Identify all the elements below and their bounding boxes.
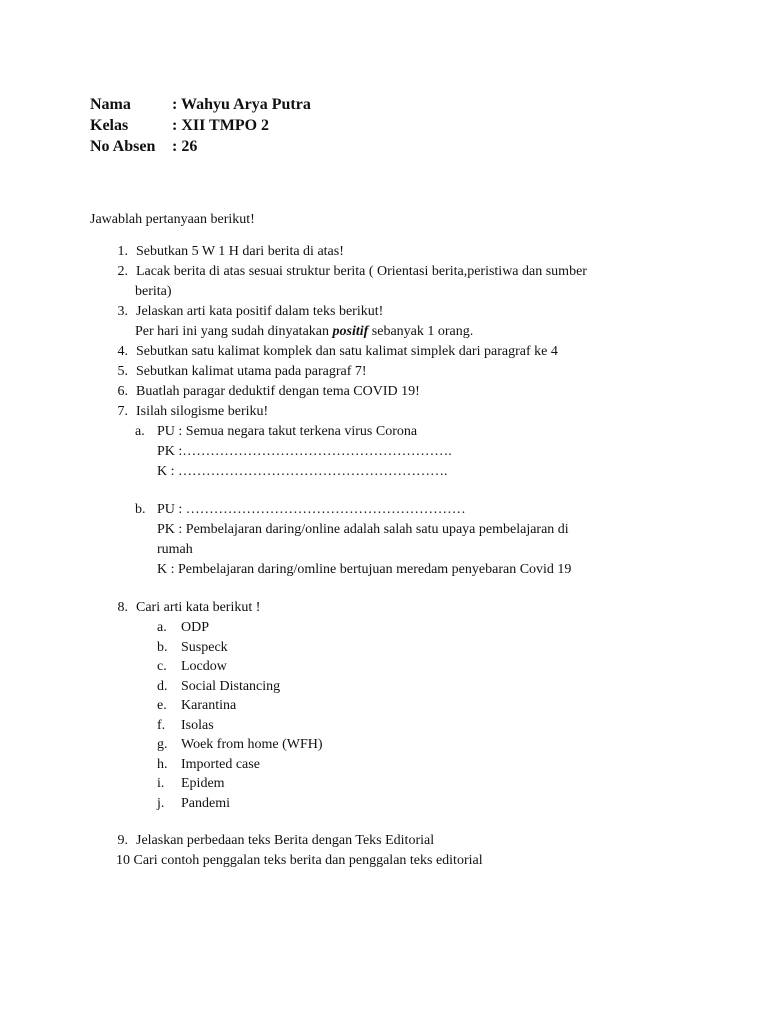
name-label: Nama (90, 96, 131, 113)
q7a-k: K : …………………………………………………. (157, 464, 448, 479)
student-info (90, 94, 311, 157)
absen-label: No Absen (90, 138, 156, 155)
term-item: f. Isolas (157, 717, 214, 733)
term-item: g. Woek from home (WFH) (157, 737, 323, 752)
instruction: Jawablah pertanyaan berikut! (90, 212, 255, 227)
absen-value: : 26 (172, 138, 198, 155)
q7b-pk-cont: rumah (157, 542, 193, 557)
class-value: : XII TMPO 2 (172, 117, 270, 134)
question-sheet (90, 210, 690, 871)
question-1: 1. Sebutkan 5 W 1 H dari berita di atas! (117, 244, 344, 259)
absen-row (90, 136, 311, 157)
question-10: 10 Cari contoh penggalan teks berita dan penggalan teks editorial (116, 853, 483, 868)
question-9: 9. Jelaskan perbedaan teks Berita dengan Teks Editorial (117, 833, 435, 848)
q7b-k: K : Pembelajaran daring/omline bertujuan meredam penyebaran Covid 19 (157, 562, 572, 577)
term-list (90, 618, 690, 813)
term-item: i. Epidem (157, 776, 225, 791)
question-3: 3. Jelaskan arti kata positif dalam teks berikut! (117, 304, 384, 319)
question-3-sentence: Per hari ini yang sudah dinyatakan positif sebanyak 1 orang. (135, 324, 474, 339)
question-4: 4. Sebutkan satu kalimat komplek dan satu kalimat simplek dari paragraf ke 4 (117, 344, 558, 359)
term-item: d. Social Distancing (157, 678, 281, 694)
term-item: b. Suspeck (157, 639, 228, 655)
class-row (90, 115, 311, 136)
q7b-pu: PU : …………………………………………………… (157, 502, 466, 517)
question-8: 8. Cari arti kata berikut ! (117, 600, 261, 615)
question-2-cont: berita) (135, 284, 172, 299)
question-7: 7. Isilah silogisme beriku! (117, 404, 269, 419)
term-item: e. Karantina (157, 698, 237, 713)
q7b-pk: PK : Pembelajaran daring/online adalah salah satu upaya pembelajaran di (157, 522, 569, 537)
term-item: a. ODP (157, 620, 210, 635)
term-item: c. Locdow (157, 659, 227, 674)
question-7b: b. PU : …………………………………………………… PK : Pembelajaran daring/online adalah salah satu upaya pembelajaran di rumah K : Pembelajaran daring/omline bertujuan meredam penyebaran Covid 19 (90, 500, 690, 580)
question-6: 6. Buatlah paragar deduktif dengan tema COVID 19! (117, 384, 420, 399)
name-value: : Wahyu Arya Putra (172, 96, 311, 113)
question-5: 5. Sebutkan kalimat utama pada paragraf 7! (117, 364, 367, 379)
question-7a: a. PU : Semua negara takut terkena virus Corona PK :…………………………………………………. K : …………………………………………………. (90, 422, 690, 482)
name-row (90, 94, 311, 115)
term-item: h. Imported case (157, 756, 260, 772)
term-item: j. Pandemi (157, 795, 230, 811)
q7a-pu: PU : Semua negara takut terkena virus Corona (157, 424, 418, 439)
class-label: Kelas (90, 117, 129, 134)
q7a-pk: PK :…………………………………………………. (157, 444, 452, 459)
keyword-positif: positif (332, 324, 369, 339)
question-2: 2. Lacak berita di atas sesuai struktur berita ( Orientasi berita,peristiwa dan sumber (117, 264, 587, 279)
